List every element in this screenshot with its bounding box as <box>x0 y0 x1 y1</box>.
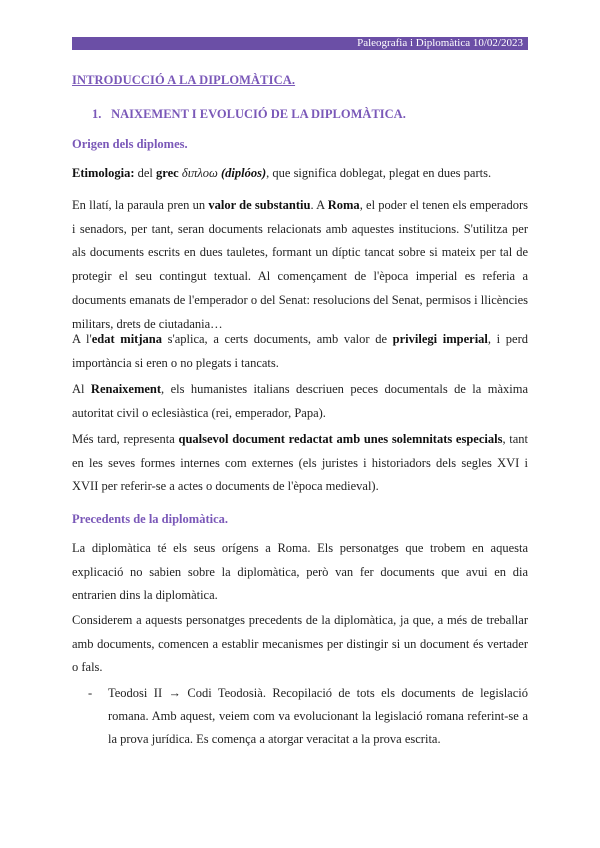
list-dash: - <box>88 686 93 700</box>
document-title: INTRODUCCIÓ A LA DIPLOMÀTICA. <box>72 73 296 87</box>
etimologia-translit: (diplóos) <box>221 166 267 180</box>
p1-bold-roma: Roma <box>327 198 360 212</box>
precedents-list <box>88 682 528 751</box>
paragraph-renaixement <box>72 378 528 425</box>
p2-bold-privilegi: privilegi imperial <box>392 332 488 346</box>
section-heading <box>92 107 406 122</box>
etimologia-grec: grec <box>156 166 179 180</box>
p2-text-a: A l' <box>72 332 92 346</box>
p3-text-c: , els humanistes italians descriuen peces documentals de la màxima autoritat civil o eclesiàstica (rei, emperador, Papa). <box>72 382 529 420</box>
page-header-bar <box>72 37 528 50</box>
paragraph-precedents-1: La diplomàtica té els seus orígens a Roma. Els personatges que trobem en aquesta explicació no sabien sobre la diplomàtica, però van fer documents que avui en dia entrarien dins la diplomàtica. <box>72 541 528 603</box>
p1-text-e: , el poder el tenen els emperadors i senadors, per tant, seran documents relacionats amb aquestes institucions. S'utilitza per als documents escrits en dues tauletes, formant un díptic tancat sobre si mateix per tal de protegir el seu contingut textual. Al començament de l'època imperial es referia a documents emanats de l'emperador o del Senat: resolucions del Senat, permisos i llicències militars, drets de ciutadania… <box>72 198 528 331</box>
paragraph-roma <box>72 194 528 336</box>
p3-text-a: Al <box>72 382 91 396</box>
etimologia-pre: del <box>134 166 157 180</box>
section-number: 1. <box>92 107 102 121</box>
p1-text-a: En llatí, la paraula pren un <box>72 198 209 212</box>
p3-bold-renaixement: Renaixement <box>90 382 162 396</box>
p2-bold-edat: edat mitjana <box>91 332 162 346</box>
etimologia-greek-word: διπλοω <box>178 166 218 180</box>
p1-text-c: . A <box>310 198 328 212</box>
header-text: Paleografia i Diplomàtica 10/02/2023 <box>357 37 523 49</box>
p2-text-e: , i perd importància si eren o no plegats i tancats. <box>72 332 529 370</box>
paragraph-precedents-2: Considerem a aquests personatges precedents de la diplomàtica, ja que, a més de treballar amb documents, comencen a establir mecanismes per distingir si un document és vertader o fals. <box>72 613 528 675</box>
subheading-origen: Origen dels diplomes. <box>72 137 188 151</box>
section-title: NAIXEMENT I EVOLUCIÓ DE LA DIPLOMÀTICA. <box>111 107 406 121</box>
list-item-text: Teodosi II → Codi Teodosià. Recopilació de tots els documents de legislació romana. Amb aquest, veiem com va evolucionant la legislació romana referint-se a la prova jurídica. Es comença a atorgar veracitat a la prova escrita. <box>108 686 528 746</box>
p4-bold-document: qualsevol document redactat amb unes solemnitats especials <box>178 432 503 446</box>
paragraph-mes-tard <box>72 428 528 499</box>
etimologia-label: Etimologia: <box>72 166 135 180</box>
etimologia-rest: , que significa doblegat, plegat en dues parts. <box>266 166 492 180</box>
paragraph-etimologia <box>72 162 528 186</box>
p4-text-c: , tant en les seves formes internes com externes (els juristes i historiadors dels segles XVI i XVII per referir-se a actes o documents de l'època medieval). <box>72 432 528 494</box>
list-item <box>88 682 528 751</box>
subheading-precedents: Precedents de la diplomàtica. <box>72 512 228 526</box>
p2-text-c: s'aplica, a certs documents, amb valor de <box>161 332 393 346</box>
p4-text-a: Més tard, representa <box>72 432 179 446</box>
p1-bold-valor: valor de substantiu <box>208 198 311 212</box>
paragraph-edat-mitjana <box>72 328 528 375</box>
